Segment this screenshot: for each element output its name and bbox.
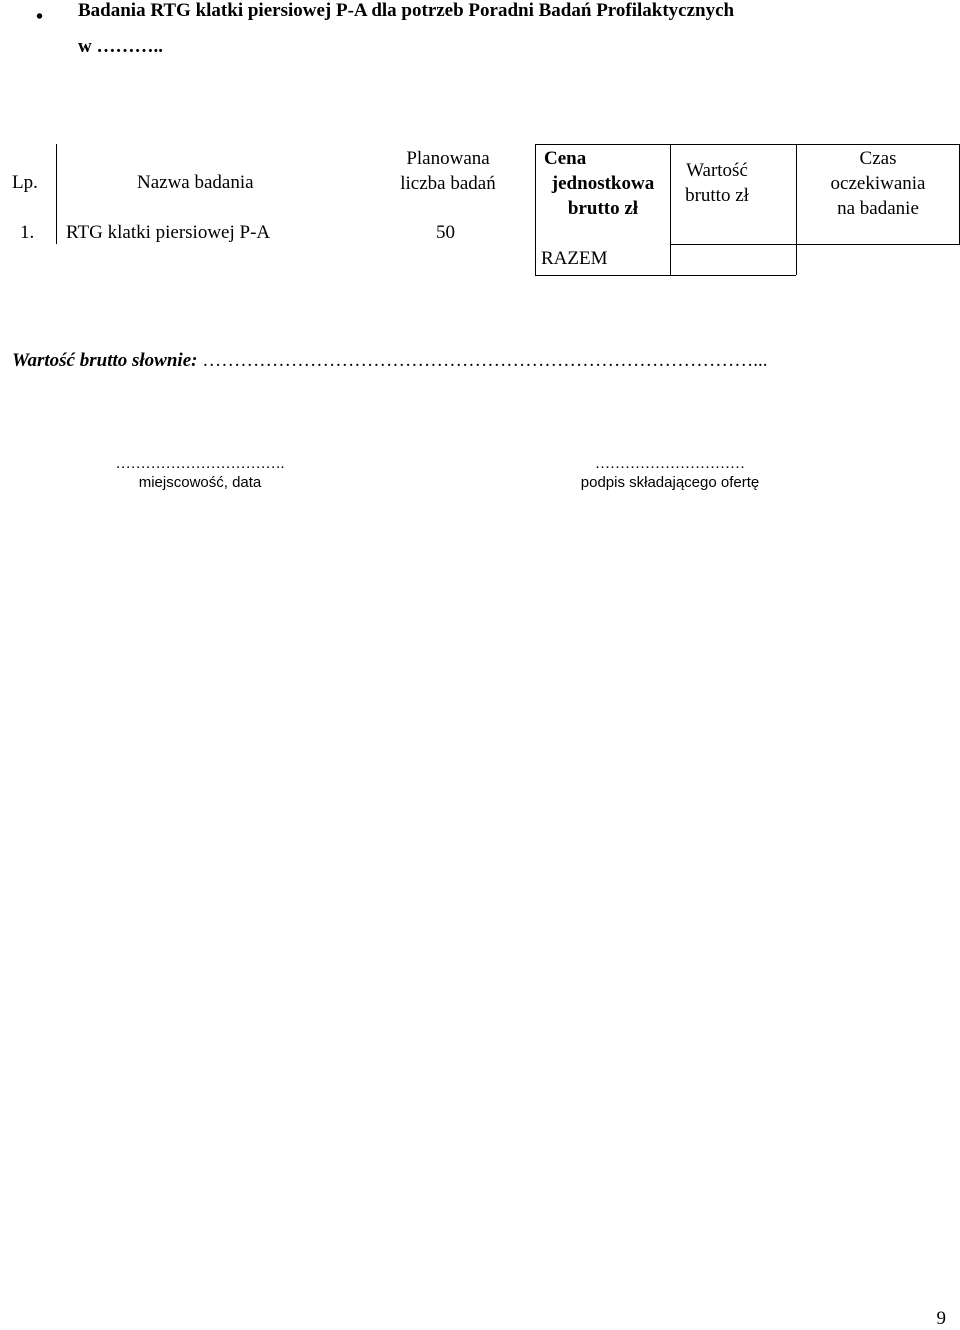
- table-border-lp: [56, 144, 57, 244]
- header-planned-line-1: Planowana: [406, 148, 490, 169]
- amount-in-words: [12, 350, 767, 372]
- header-gross-value-line-2: brutto zł: [685, 185, 749, 206]
- row-1-name: RTG klatki piersiowej P-A: [66, 222, 271, 243]
- row-1-lp: 1.: [20, 222, 35, 243]
- amount-in-words-label: Wartość brutto słownie:: [12, 350, 198, 371]
- header-planned-line-2: liczba badań: [400, 173, 496, 194]
- header-wait-time-line-1: Czas: [859, 148, 897, 169]
- offer-signature-blank: …………………………: [595, 456, 745, 472]
- heading-line-2: w ………..: [78, 36, 163, 57]
- header-unit-price-line-2: jednostkowa: [551, 173, 655, 194]
- page-number: 9: [936, 1308, 946, 1329]
- row-1-planned: 50: [436, 222, 455, 243]
- bullet-icon: •: [36, 6, 44, 28]
- place-date-blank: …………………………….: [115, 456, 285, 472]
- heading-line-1: Badania RTG klatki piersiowej P-A dla potrzeb Poradni Badań Profilaktycznych: [78, 0, 735, 21]
- table-border-mid-right: [670, 244, 960, 245]
- header-wait-time-line-3: na badanie: [837, 198, 919, 219]
- header-unit-price-line-1: Cena: [544, 148, 587, 169]
- table-border-price-left: [535, 144, 536, 275]
- table-border-wait-left: [796, 144, 797, 275]
- table-border-top-right: [535, 144, 960, 145]
- header-wait-time: [800, 146, 956, 221]
- header-unit-price: [540, 146, 666, 221]
- place-date-caption: miejscowość, data: [138, 474, 262, 491]
- header-lp: Lp.: [12, 172, 38, 193]
- offer-signature: [540, 455, 800, 493]
- offer-signature-caption: podpis składającego ofertę: [580, 474, 760, 491]
- total-label: RAZEM: [541, 248, 608, 269]
- place-date-signature: [60, 455, 340, 493]
- header-gross-value-line-1: Wartość: [686, 160, 748, 181]
- table-border-value-left: [670, 144, 671, 275]
- header-name: Nazwa badania: [137, 172, 254, 193]
- table-border-bottom: [535, 275, 796, 276]
- amount-in-words-blank: ……………………………………………………………………………...: [202, 350, 768, 371]
- header-planned: [388, 146, 508, 196]
- header-unit-price-line-3: brutto zł: [567, 198, 639, 219]
- price-table: [0, 0, 960, 290]
- header-wait-time-line-2: oczekiwania: [830, 173, 926, 194]
- header-gross-value: [672, 158, 762, 208]
